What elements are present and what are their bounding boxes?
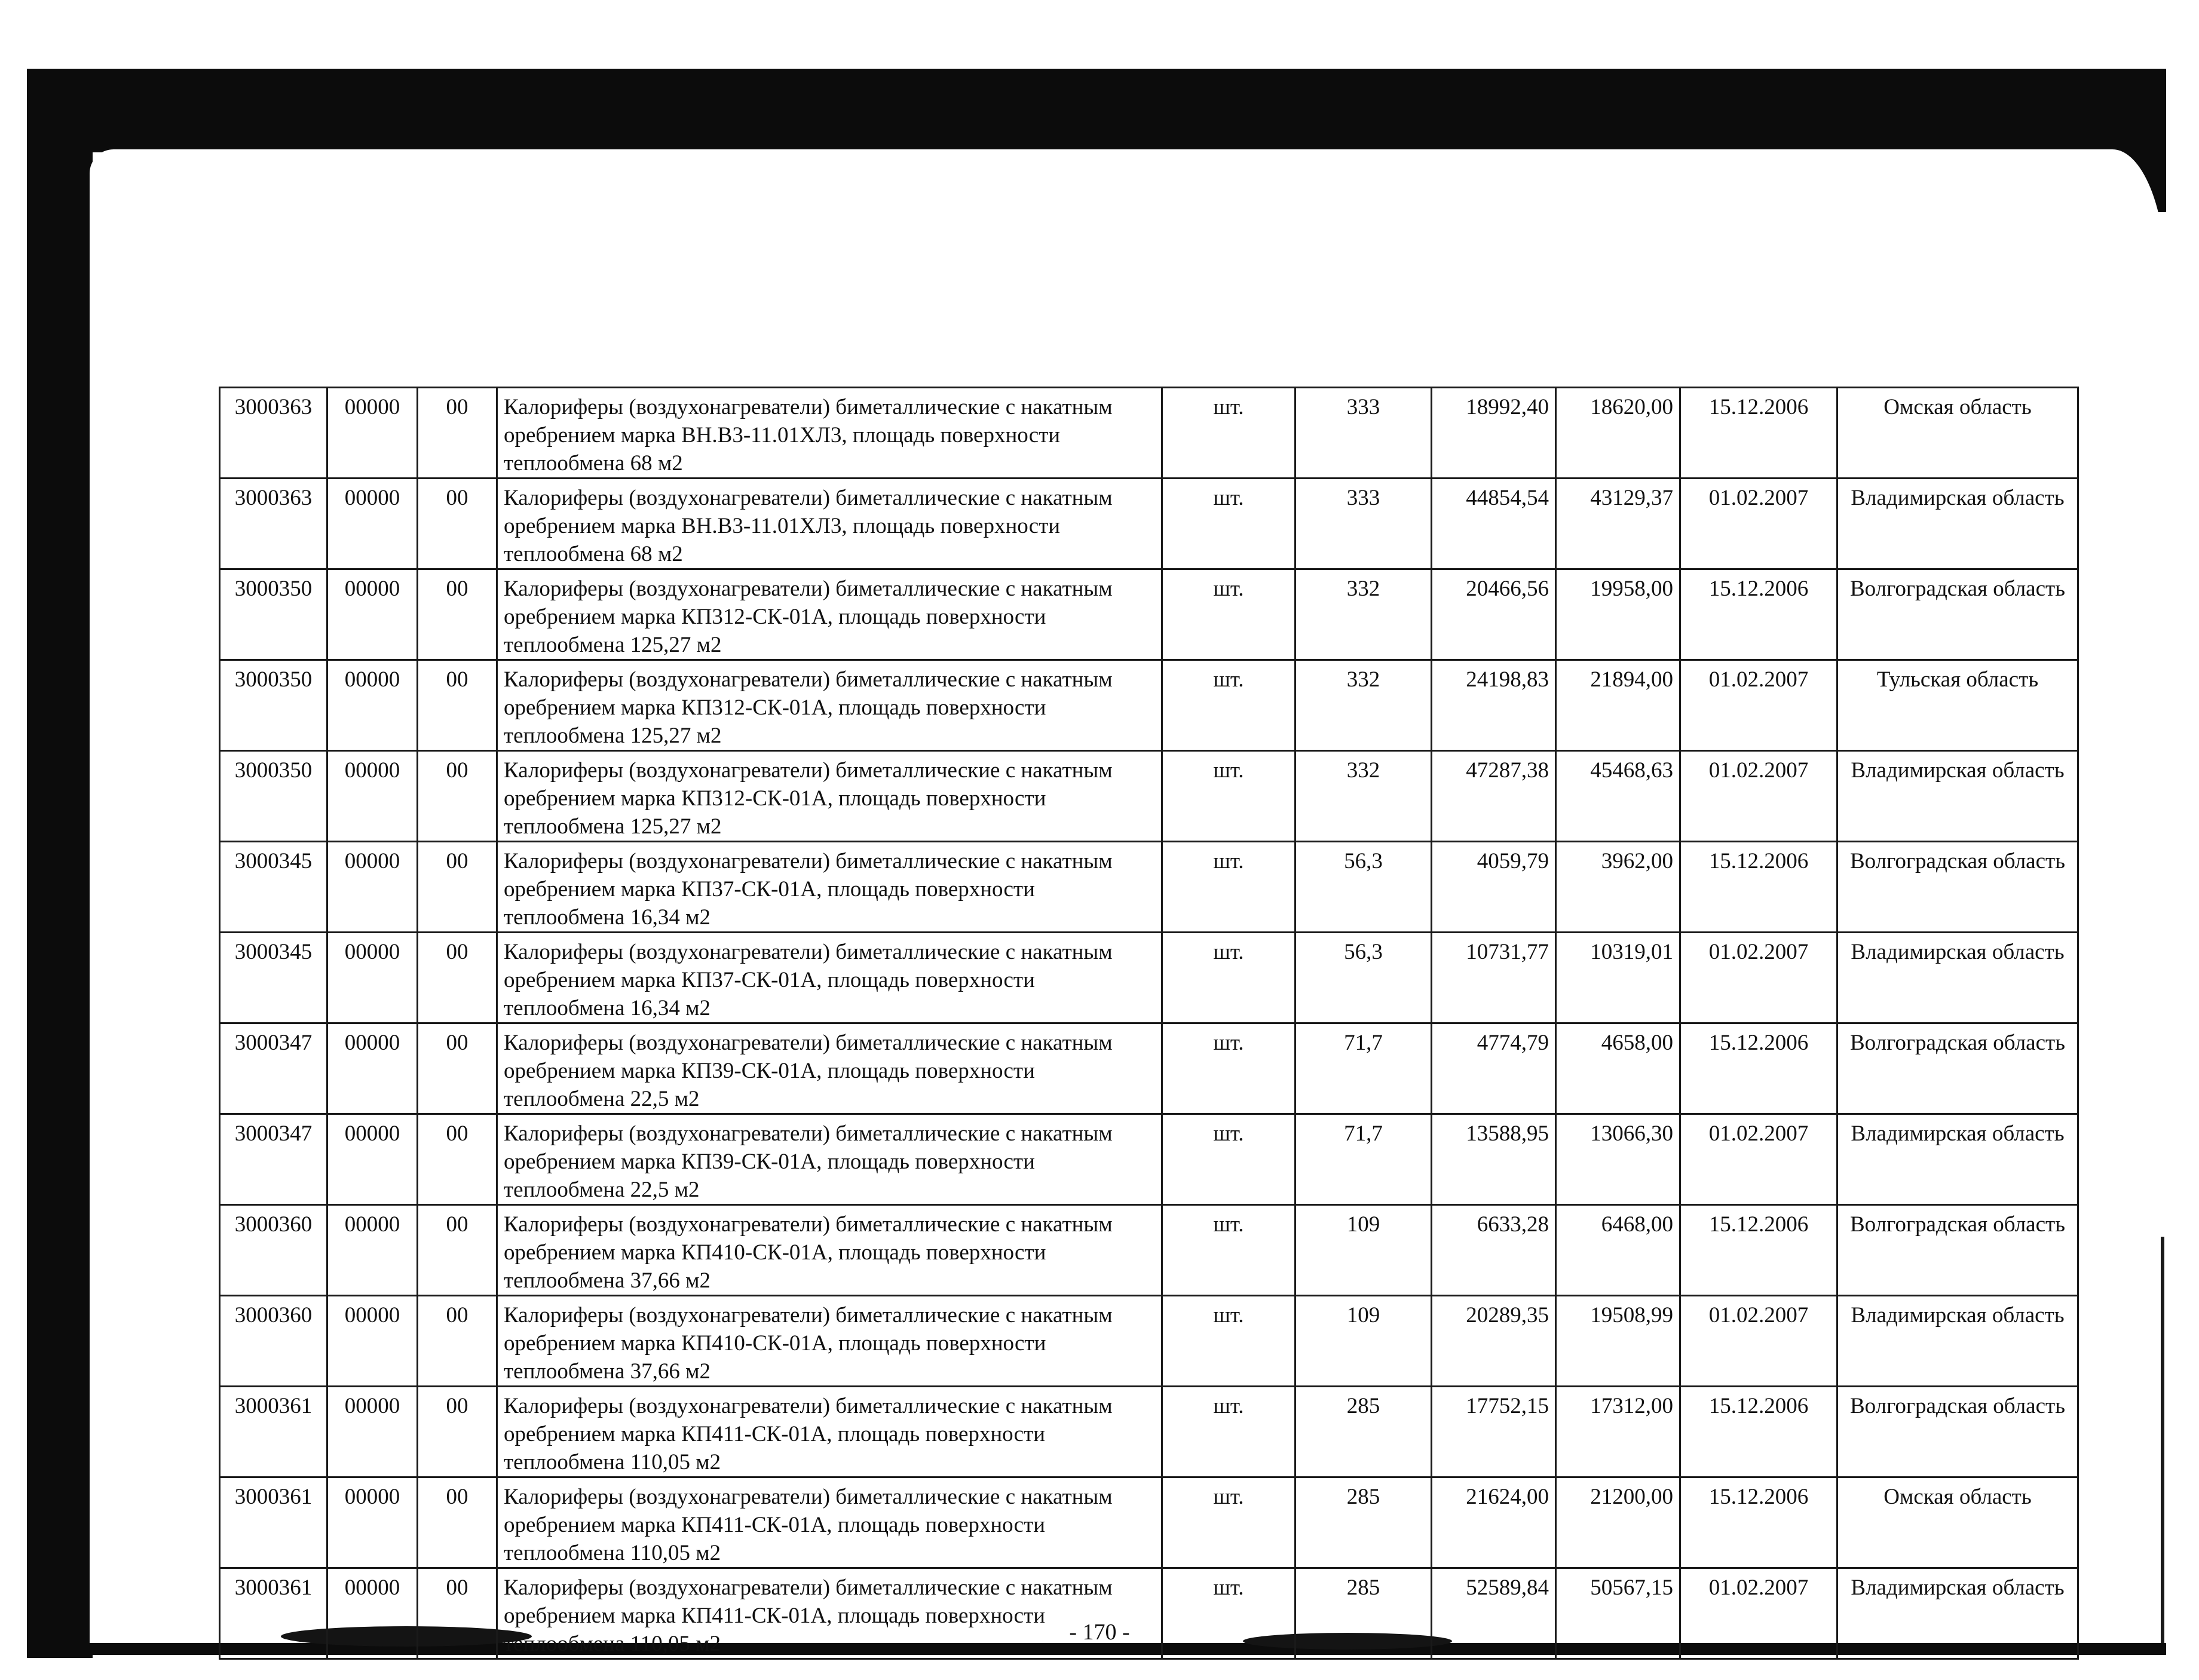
subcode-cell: 00000 (327, 660, 418, 751)
unit-cell: шт. (1162, 569, 1295, 660)
unit-cell: шт. (1162, 751, 1295, 842)
price-table (219, 387, 2079, 1660)
table-row (220, 1205, 2078, 1296)
description-cell: Калориферы (воздухонагреватели) биметаллические с накатным оребрением марка КП411-СК-01А, площадь поверхности теплообмена 110,05 м2 (497, 1568, 1162, 1659)
date-cell: 15.12.2006 (1680, 1023, 1837, 1114)
unit-cell: шт. (1162, 1296, 1295, 1387)
date-cell: 15.12.2006 (1680, 388, 1837, 479)
price-cell: 50567,15 (1556, 1568, 1680, 1659)
suffix-code-cell: 00 (418, 569, 497, 660)
price-cell: 45468,63 (1556, 751, 1680, 842)
date-cell: 01.02.2007 (1680, 1568, 1837, 1659)
weight-cell: 285 (1295, 1568, 1432, 1659)
price-cell: 21200,00 (1556, 1477, 1680, 1568)
date-cell: 15.12.2006 (1680, 1387, 1837, 1477)
suffix-code-cell: 00 (418, 933, 497, 1023)
price-cell: 19508,99 (1556, 1296, 1680, 1387)
price-cell: 17312,00 (1556, 1387, 1680, 1477)
item-code-cell: 3000360 (220, 1205, 327, 1296)
table-row (220, 1023, 2078, 1114)
weight-cell: 332 (1295, 569, 1432, 660)
weight-cell: 71,7 (1295, 1114, 1432, 1205)
weight-cell: 109 (1295, 1296, 1432, 1387)
subcode-cell: 00000 (327, 569, 418, 660)
item-code-cell: 3000363 (220, 479, 327, 569)
region-cell: Волгоградская область (1837, 1205, 2078, 1296)
region-cell: Владимирская область (1837, 1296, 2078, 1387)
region-cell: Владимирская область (1837, 1114, 2078, 1205)
subcode-cell: 00000 (327, 1568, 418, 1659)
price-cell: 3962,00 (1556, 842, 1680, 933)
date-cell: 01.02.2007 (1680, 479, 1837, 569)
unit-cell: шт. (1162, 660, 1295, 751)
region-cell: Волгоградская область (1837, 842, 2078, 933)
price-cell: 21894,00 (1556, 660, 1680, 751)
subcode-cell: 00000 (327, 1296, 418, 1387)
price-cell: 43129,37 (1556, 479, 1680, 569)
price-with-vat-cell: 6633,28 (1432, 1205, 1556, 1296)
item-code-cell: 3000347 (220, 1114, 327, 1205)
item-code-cell: 3000350 (220, 569, 327, 660)
suffix-code-cell: 00 (418, 660, 497, 751)
date-cell: 01.02.2007 (1680, 933, 1837, 1023)
unit-cell: шт. (1162, 1114, 1295, 1205)
weight-cell: 285 (1295, 1387, 1432, 1477)
price-with-vat-cell: 4774,79 (1432, 1023, 1556, 1114)
description-cell: Калориферы (воздухонагреватели) биметаллические с накатным оребрением марка КП37-СК-01А, площадь поверхности теплообмена 16,34 м2 (497, 842, 1162, 933)
subcode-cell: 00000 (327, 1205, 418, 1296)
weight-cell: 333 (1295, 388, 1432, 479)
suffix-code-cell: 00 (418, 751, 497, 842)
table-row (220, 1477, 2078, 1568)
description-cell: Калориферы (воздухонагреватели) биметаллические с накатным оребрением марка КП312-СК-01А, площадь поверхности теплообмена 125,27 м2 (497, 751, 1162, 842)
suffix-code-cell: 00 (418, 1477, 497, 1568)
description-cell: Калориферы (воздухонагреватели) биметаллические с накатным оребрением марка ВН.В3-11.01ХЛ3, площадь поверхности теплообмена 68 м2 (497, 388, 1162, 479)
date-cell: 01.02.2007 (1680, 1114, 1837, 1205)
table-row (220, 933, 2078, 1023)
unit-cell: шт. (1162, 1205, 1295, 1296)
price-cell: 18620,00 (1556, 388, 1680, 479)
suffix-code-cell: 00 (418, 388, 497, 479)
table-row (220, 479, 2078, 569)
subcode-cell: 00000 (327, 751, 418, 842)
table-row (220, 751, 2078, 842)
date-cell: 15.12.2006 (1680, 1477, 1837, 1568)
suffix-code-cell: 00 (418, 479, 497, 569)
price-with-vat-cell: 10731,77 (1432, 933, 1556, 1023)
weight-cell: 285 (1295, 1477, 1432, 1568)
table-row (220, 388, 2078, 479)
price-cell: 6468,00 (1556, 1205, 1680, 1296)
subcode-cell: 00000 (327, 1023, 418, 1114)
weight-cell: 332 (1295, 660, 1432, 751)
weight-cell: 56,3 (1295, 933, 1432, 1023)
table-row (220, 842, 2078, 933)
weight-cell: 332 (1295, 751, 1432, 842)
price-with-vat-cell: 47287,38 (1432, 751, 1556, 842)
region-cell: Владимирская область (1837, 479, 2078, 569)
unit-cell: шт. (1162, 479, 1295, 569)
region-cell: Волгоградская область (1837, 1387, 2078, 1477)
unit-cell: шт. (1162, 933, 1295, 1023)
item-code-cell: 3000347 (220, 1023, 327, 1114)
date-cell: 01.02.2007 (1680, 751, 1837, 842)
price-with-vat-cell: 17752,15 (1432, 1387, 1556, 1477)
price-with-vat-cell: 24198,83 (1432, 660, 1556, 751)
region-cell: Омская область (1837, 388, 2078, 479)
scan-edge-line (2161, 1237, 2164, 1643)
weight-cell: 56,3 (1295, 842, 1432, 933)
suffix-code-cell: 00 (418, 1387, 497, 1477)
item-code-cell: 3000361 (220, 1568, 327, 1659)
table-row (220, 1296, 2078, 1387)
weight-cell: 109 (1295, 1205, 1432, 1296)
subcode-cell: 00000 (327, 842, 418, 933)
subcode-cell: 00000 (327, 1114, 418, 1205)
unit-cell: шт. (1162, 842, 1295, 933)
unit-cell: шт. (1162, 1568, 1295, 1659)
price-with-vat-cell: 52589,84 (1432, 1568, 1556, 1659)
price-cell: 4658,00 (1556, 1023, 1680, 1114)
price-cell: 10319,01 (1556, 933, 1680, 1023)
unit-cell: шт. (1162, 388, 1295, 479)
suffix-code-cell: 00 (418, 1568, 497, 1659)
subcode-cell: 00000 (327, 1477, 418, 1568)
item-code-cell: 3000363 (220, 388, 327, 479)
description-cell: Калориферы (воздухонагреватели) биметаллические с накатным оребрением марка КП37-СК-01А, площадь поверхности теплообмена 16,34 м2 (497, 933, 1162, 1023)
subcode-cell: 00000 (327, 933, 418, 1023)
suffix-code-cell: 00 (418, 1114, 497, 1205)
description-cell: Калориферы (воздухонагреватели) биметаллические с накатным оребрением марка КП411-СК-01А, площадь поверхности теплообмена 110,05 м2 (497, 1387, 1162, 1477)
item-code-cell: 3000361 (220, 1387, 327, 1477)
weight-cell: 71,7 (1295, 1023, 1432, 1114)
date-cell: 15.12.2006 (1680, 842, 1837, 933)
price-cell: 19958,00 (1556, 569, 1680, 660)
price-with-vat-cell: 21624,00 (1432, 1477, 1556, 1568)
price-with-vat-cell: 13588,95 (1432, 1114, 1556, 1205)
suffix-code-cell: 00 (418, 1205, 497, 1296)
description-cell: Калориферы (воздухонагреватели) биметаллические с накатным оребрением марка ВН.В3-11.01ХЛ3, площадь поверхности теплообмена 68 м2 (497, 479, 1162, 569)
description-cell: Калориферы (воздухонагреватели) биметаллические с накатным оребрением марка КП39-СК-01А, площадь поверхности теплообмена 22,5 м2 (497, 1114, 1162, 1205)
region-cell: Владимирская область (1837, 1568, 2078, 1659)
region-cell: Владимирская область (1837, 751, 2078, 842)
price-with-vat-cell: 18992,40 (1432, 388, 1556, 479)
unit-cell: шт. (1162, 1023, 1295, 1114)
item-code-cell: 3000345 (220, 933, 327, 1023)
table-row (220, 1114, 2078, 1205)
price-table-body (220, 388, 2078, 1659)
description-cell: Калориферы (воздухонагреватели) биметаллические с накатным оребрением марка КП411-СК-01А, площадь поверхности теплообмена 110,05 м2 (497, 1477, 1162, 1568)
unit-cell: шт. (1162, 1387, 1295, 1477)
price-with-vat-cell: 20466,56 (1432, 569, 1556, 660)
price-cell: 13066,30 (1556, 1114, 1680, 1205)
unit-cell: шт. (1162, 1477, 1295, 1568)
table-row (220, 660, 2078, 751)
description-cell: Калориферы (воздухонагреватели) биметаллические с накатным оребрением марка КП39-СК-01А, площадь поверхности теплообмена 22,5 м2 (497, 1023, 1162, 1114)
date-cell: 01.02.2007 (1680, 1296, 1837, 1387)
description-cell: Калориферы (воздухонагреватели) биметаллические с накатным оребрением марка КП312-СК-01А, площадь поверхности теплообмена 125,27 м2 (497, 569, 1162, 660)
region-cell: Волгоградская область (1837, 1023, 2078, 1114)
table-row (220, 569, 2078, 660)
region-cell: Волгоградская область (1837, 569, 2078, 660)
item-code-cell: 3000345 (220, 842, 327, 933)
description-cell: Калориферы (воздухонагреватели) биметаллические с накатным оребрением марка КП312-СК-01А, площадь поверхности теплообмена 125,27 м2 (497, 660, 1162, 751)
item-code-cell: 3000350 (220, 751, 327, 842)
region-cell: Владимирская область (1837, 933, 2078, 1023)
date-cell: 01.02.2007 (1680, 660, 1837, 751)
region-cell: Тульская область (1837, 660, 2078, 751)
item-code-cell: 3000361 (220, 1477, 327, 1568)
price-with-vat-cell: 20289,35 (1432, 1296, 1556, 1387)
subcode-cell: 00000 (327, 479, 418, 569)
table-row (220, 1387, 2078, 1477)
item-code-cell: 3000360 (220, 1296, 327, 1387)
suffix-code-cell: 00 (418, 1296, 497, 1387)
description-cell: Калориферы (воздухонагреватели) биметаллические с накатным оребрением марка КП410-СК-01А, площадь поверхности теплообмена 37,66 м2 (497, 1205, 1162, 1296)
item-code-cell: 3000350 (220, 660, 327, 751)
scan-border-top (27, 69, 2166, 152)
description-cell: Калориферы (воздухонагреватели) биметаллические с накатным оребрением марка КП410-СК-01А, площадь поверхности теплообмена 37,66 м2 (497, 1296, 1162, 1387)
price-with-vat-cell: 4059,79 (1432, 842, 1556, 933)
suffix-code-cell: 00 (418, 842, 497, 933)
date-cell: 15.12.2006 (1680, 1205, 1837, 1296)
region-cell: Омская область (1837, 1477, 2078, 1568)
subcode-cell: 00000 (327, 1387, 418, 1477)
subcode-cell: 00000 (327, 388, 418, 479)
scan-border-left (27, 69, 93, 1658)
suffix-code-cell: 00 (418, 1023, 497, 1114)
date-cell: 15.12.2006 (1680, 569, 1837, 660)
weight-cell: 333 (1295, 479, 1432, 569)
page-number: - 170 - (1069, 1620, 1130, 1645)
price-with-vat-cell: 44854,54 (1432, 479, 1556, 569)
